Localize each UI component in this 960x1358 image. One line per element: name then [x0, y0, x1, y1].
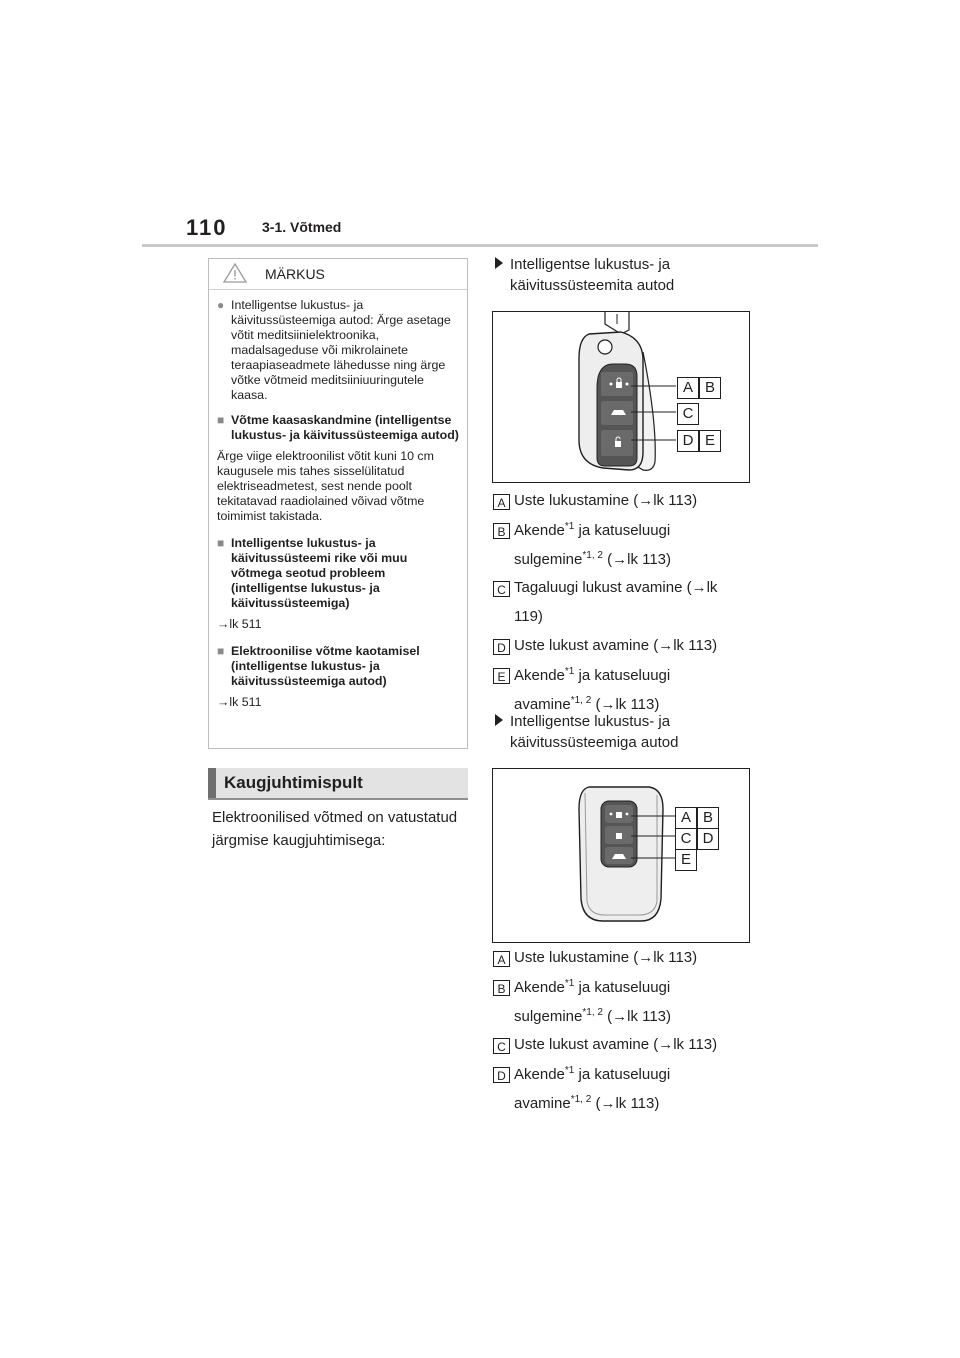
section1-title: Intelligentse lukustus- ja käivitussüsteemita autod	[494, 254, 774, 296]
list-item: D Akende$^{*1}$ ja katuseluugi	[493, 1063, 783, 1092]
section1-list: A Uste lukustamine (→lk 113) B Akende$^{*1}$ ja katuseluugi sulgemine$^{*1, 2}$ (→lk 113) C Tagaluugi lukust avamine (→lk 119) D Uste lukust avamine (→lk 113) E Akende$^{*1}$ ja katuseluugi avamine$^{*1, 2}$ (→lk 113)	[493, 490, 783, 722]
square-bullet-icon: ■	[217, 413, 225, 427]
list-item: A Uste lukustamine (→lk 113)	[493, 490, 783, 519]
square-bullet-icon: ■	[217, 536, 225, 550]
page-reference: →lk 511	[217, 617, 262, 631]
header-rule	[142, 244, 818, 247]
notice-paragraph: Ärge viige elektroonilist võtit kuni 10 cm kaugusele mis tahes sisselülitatud elektriseadmetest, sest nende poolt tekitatavad raadiolained võivad võtme toimimist takistada.	[217, 449, 434, 523]
list-item: C Uste lukust avamine (→lk 113)	[493, 1034, 783, 1063]
section2-list: A Uste lukustamine (→lk 113) B Akende$^{*1}$ ja katuseluugi sulgemine$^{*1, 2}$ (→lk 113) C Uste lukust avamine (→lk 113) D Akende$^{*1}$ ja katuseluugi avamine$^{*1, 2}$ (→lk 113)	[493, 947, 783, 1121]
list-item: E Akende$^{*1}$ ja katuseluugi	[493, 664, 783, 693]
flip-key-figure	[492, 311, 750, 483]
callout-label: D	[697, 828, 719, 850]
warning-icon	[223, 263, 247, 283]
section2-title: Intelligentse lukustus- ja käivitussüsteemiga autod	[494, 711, 774, 753]
notice-item: ● Intelligentse lukustus- ja käivitussüsteemiga autod: Ärge asetage võtit meditsiinielektroonika, madalsageduse või mikrolainete teraapiaseadmete lähedusse ning ärge võtke võtmeid meditsiiniuuringutele kaasa.	[217, 298, 451, 402]
callout-label: E	[699, 430, 721, 452]
intro-paragraph: Elektroonilised võtmed on vatustatud järgmise kaugjuhtimisega:	[212, 809, 458, 849]
callout-label: C	[677, 403, 699, 425]
square-bullet-icon: ■	[217, 644, 225, 658]
list-item: A Uste lukustamine (→lk 113)	[493, 947, 783, 976]
callout-label: C	[675, 828, 697, 850]
list-item: B Akende$^{*1}$ ja katuseluugi	[493, 519, 783, 548]
callout-label: A	[675, 807, 697, 829]
list-item: C Tagaluugi lukust avamine (→lk	[493, 577, 783, 606]
section-title: 3-1. Võtmed	[262, 219, 342, 235]
callout-label: B	[699, 377, 721, 399]
callout-label: D	[677, 430, 699, 452]
triangle-bullet-icon	[494, 256, 504, 270]
notice-box	[208, 258, 468, 749]
smart-key-figure	[492, 768, 750, 943]
notice-title: MÄRKUS	[265, 266, 325, 282]
smart-key-illustration	[493, 769, 749, 942]
page-reference: →lk 511	[217, 695, 262, 709]
circle-bullet-icon: ●	[217, 298, 225, 312]
notice-item: ■ Võtme kaasaskandmine (intelligentse lukustus- ja käivitussüsteemiga autod)	[217, 413, 459, 442]
callout-label: A	[677, 377, 699, 399]
remote-heading: Kaugjuhtimispult	[208, 768, 468, 800]
notice-item: ■ Elektroonilise võtme kaotamisel (intelligentse lukustus- ja käivitussüsteemiga autod)	[217, 644, 420, 688]
page-number: 110	[186, 215, 228, 240]
list-item: D Uste lukust avamine (→lk 113)	[493, 635, 783, 664]
callout-label: B	[697, 807, 719, 829]
list-item: B Akende$^{*1}$ ja katuseluugi	[493, 976, 783, 1005]
triangle-bullet-icon	[494, 713, 504, 727]
notice-item: ■ Intelligentse lukustus- ja käivitussüsteemi rike või muu võtmega seotud probleem (intelligentse lukustus- ja käivitussüsteemiga)	[217, 536, 408, 610]
callout-label: E	[675, 849, 697, 871]
notice-header	[209, 259, 467, 290]
